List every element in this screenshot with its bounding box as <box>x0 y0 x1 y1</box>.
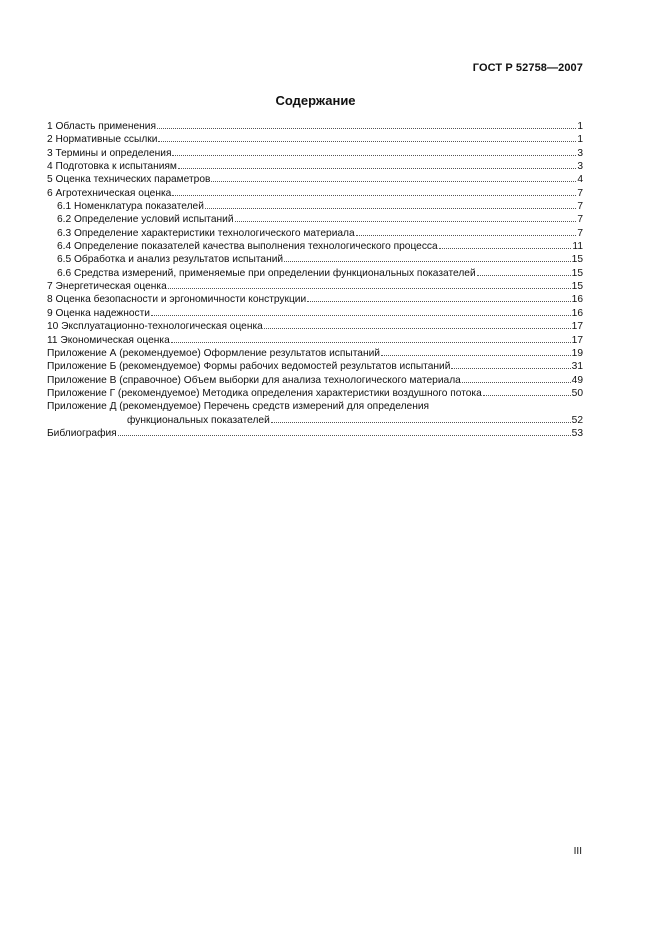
toc-entry-page: 17 <box>571 334 583 346</box>
toc-entry-label: 6.3 Определение характеристики технологического материала <box>57 227 355 239</box>
dot-leader <box>284 253 571 262</box>
dot-leader <box>451 360 570 369</box>
toc-entry-label: 9 Оценка надежности <box>47 307 150 319</box>
toc-entry-label: Приложение Д (рекомендуемое) Перечень средств измерений для определения <box>47 401 430 413</box>
toc-entry-label: 1 Область применения <box>47 121 156 132</box>
toc-entry[interactable] <box>47 240 583 253</box>
dot-leader <box>477 267 571 276</box>
toc-entry-label: 11 Экономическая оценка <box>47 334 170 346</box>
toc-entry[interactable] <box>47 267 583 280</box>
dot-leader <box>439 240 572 249</box>
toc-entry-label: функциональных показателей <box>127 414 270 426</box>
dot-leader <box>172 147 576 156</box>
toc-entry-page: 16 <box>571 307 583 319</box>
toc-entries <box>47 120 583 400</box>
dot-leader <box>118 427 571 436</box>
toc-entry-page: 1 <box>577 121 583 132</box>
toc-entry[interactable] <box>47 227 583 240</box>
toc-entry-page: 7 <box>577 227 583 239</box>
toc-entry-page: 52 <box>571 414 583 426</box>
dot-leader <box>211 173 576 182</box>
toc-entry[interactable] <box>47 374 583 387</box>
toc-entry-page: 50 <box>571 387 583 399</box>
toc-entry[interactable] <box>47 360 583 373</box>
dot-leader <box>381 347 571 356</box>
toc-entry-label: 3 Термины и определения <box>47 147 172 159</box>
toc-entry-label: 7 Энергетическая оценка <box>47 281 167 293</box>
toc-entry[interactable] <box>47 160 583 173</box>
toc-entry-label: Приложение Г (рекомендуемое) Методика определения характеристики воздушного потока <box>47 387 482 399</box>
toc-entry-label: 6.6 Средства измерений, применяемые при определении функциональных показателей <box>57 267 476 279</box>
toc-entry[interactable] <box>47 347 583 360</box>
toc-entry-label: Библиография <box>47 427 117 439</box>
dot-leader <box>178 160 576 169</box>
toc-entry-label: 6.1 Номенклатура показателей <box>57 201 204 213</box>
dot-leader <box>271 414 571 423</box>
dot-leader <box>158 133 576 142</box>
toc-entry-page: 3 <box>577 147 583 159</box>
dot-leader <box>205 200 576 209</box>
dot-leader <box>168 280 571 289</box>
toc-entry-page: 7 <box>577 201 583 213</box>
toc-entry-appendix-d-line2[interactable] <box>47 414 583 427</box>
toc-entry-label: 5 Оценка технических параметров <box>47 174 211 186</box>
toc-entry-page: 16 <box>571 294 583 306</box>
toc-entry[interactable] <box>47 200 583 213</box>
toc-entry-label: 10 Эксплуатационно-технологическая оценка <box>47 321 263 333</box>
toc-entry[interactable] <box>47 187 583 200</box>
toc-entry[interactable] <box>47 293 583 306</box>
toc-entry-page: 4 <box>577 174 583 186</box>
toc-entry-page: 3 <box>577 161 583 173</box>
page-number: III <box>573 846 582 857</box>
toc-entry-page: 15 <box>571 254 583 266</box>
toc-entry-page: 15 <box>571 267 583 279</box>
toc-entry-page: 19 <box>571 347 583 359</box>
toc-entry-appendix-d-line1[interactable] <box>47 400 583 413</box>
toc-entry[interactable] <box>47 387 583 400</box>
toc-entry[interactable] <box>47 213 583 226</box>
toc-entry-page: 15 <box>571 281 583 293</box>
toc-entry[interactable] <box>47 173 583 186</box>
toc-entry[interactable] <box>47 253 583 266</box>
toc-entry[interactable] <box>47 320 583 333</box>
toc-entry-bibliography[interactable] <box>47 427 583 440</box>
dot-leader <box>171 334 571 343</box>
toc-entry[interactable] <box>47 307 583 320</box>
toc-entry-label: 8 Оценка безопасности и эргономичности конструкции <box>47 294 307 306</box>
page-title: Содержание <box>275 93 356 108</box>
toc-entry-page: 7 <box>577 187 583 199</box>
toc-entry-label: Приложение Б (рекомендуемое) Формы рабочих ведомостей результатов испытаний <box>47 361 451 373</box>
toc-entry-label: 6.5 Обработка и анализ результатов испытаний <box>57 254 284 266</box>
toc-entry-label: Приложение В (справочное) Объем выборки для анализа технологического материала <box>47 374 461 386</box>
document-code: ГОСТ Р 52758—2007 <box>472 62 583 74</box>
dot-leader <box>264 320 571 329</box>
toc-entry-label: 6.2 Определение условий испытаний <box>57 214 234 226</box>
toc-entry-page: 17 <box>571 321 583 333</box>
dot-leader <box>157 120 576 129</box>
toc-entry-page: 53 <box>571 427 583 439</box>
toc-entry-page: 31 <box>571 361 583 373</box>
toc-entry-label: 6 Агротехническая оценка <box>47 187 172 199</box>
toc-entry-page: 11 <box>572 241 583 253</box>
toc-entry-page: 49 <box>571 374 583 386</box>
toc-entry-label: 4 Подготовка к испытаниям <box>47 161 177 173</box>
dot-leader <box>462 374 571 383</box>
toc-entry[interactable] <box>47 120 583 133</box>
toc-entry-label: 6.4 Определение показателей качества выполнения технологического процесса <box>57 241 438 253</box>
toc-entry-page: 7 <box>577 214 583 226</box>
toc-entry[interactable] <box>47 147 583 160</box>
toc-entry[interactable] <box>47 133 583 146</box>
table-of-contents <box>47 120 583 440</box>
toc-entry-label: 2 Нормативные ссылки <box>47 134 158 146</box>
dot-leader <box>172 187 576 196</box>
toc-entry-label: Приложение А (рекомендуемое) Оформление результатов испытаний <box>47 347 380 359</box>
dot-leader <box>151 307 571 316</box>
dot-leader <box>235 213 577 222</box>
toc-entry[interactable] <box>47 334 583 347</box>
toc-entry[interactable] <box>47 280 583 293</box>
dot-leader <box>483 387 571 396</box>
dot-leader <box>356 227 577 236</box>
toc-entry-page: 1 <box>577 134 583 146</box>
dot-leader <box>307 293 570 302</box>
